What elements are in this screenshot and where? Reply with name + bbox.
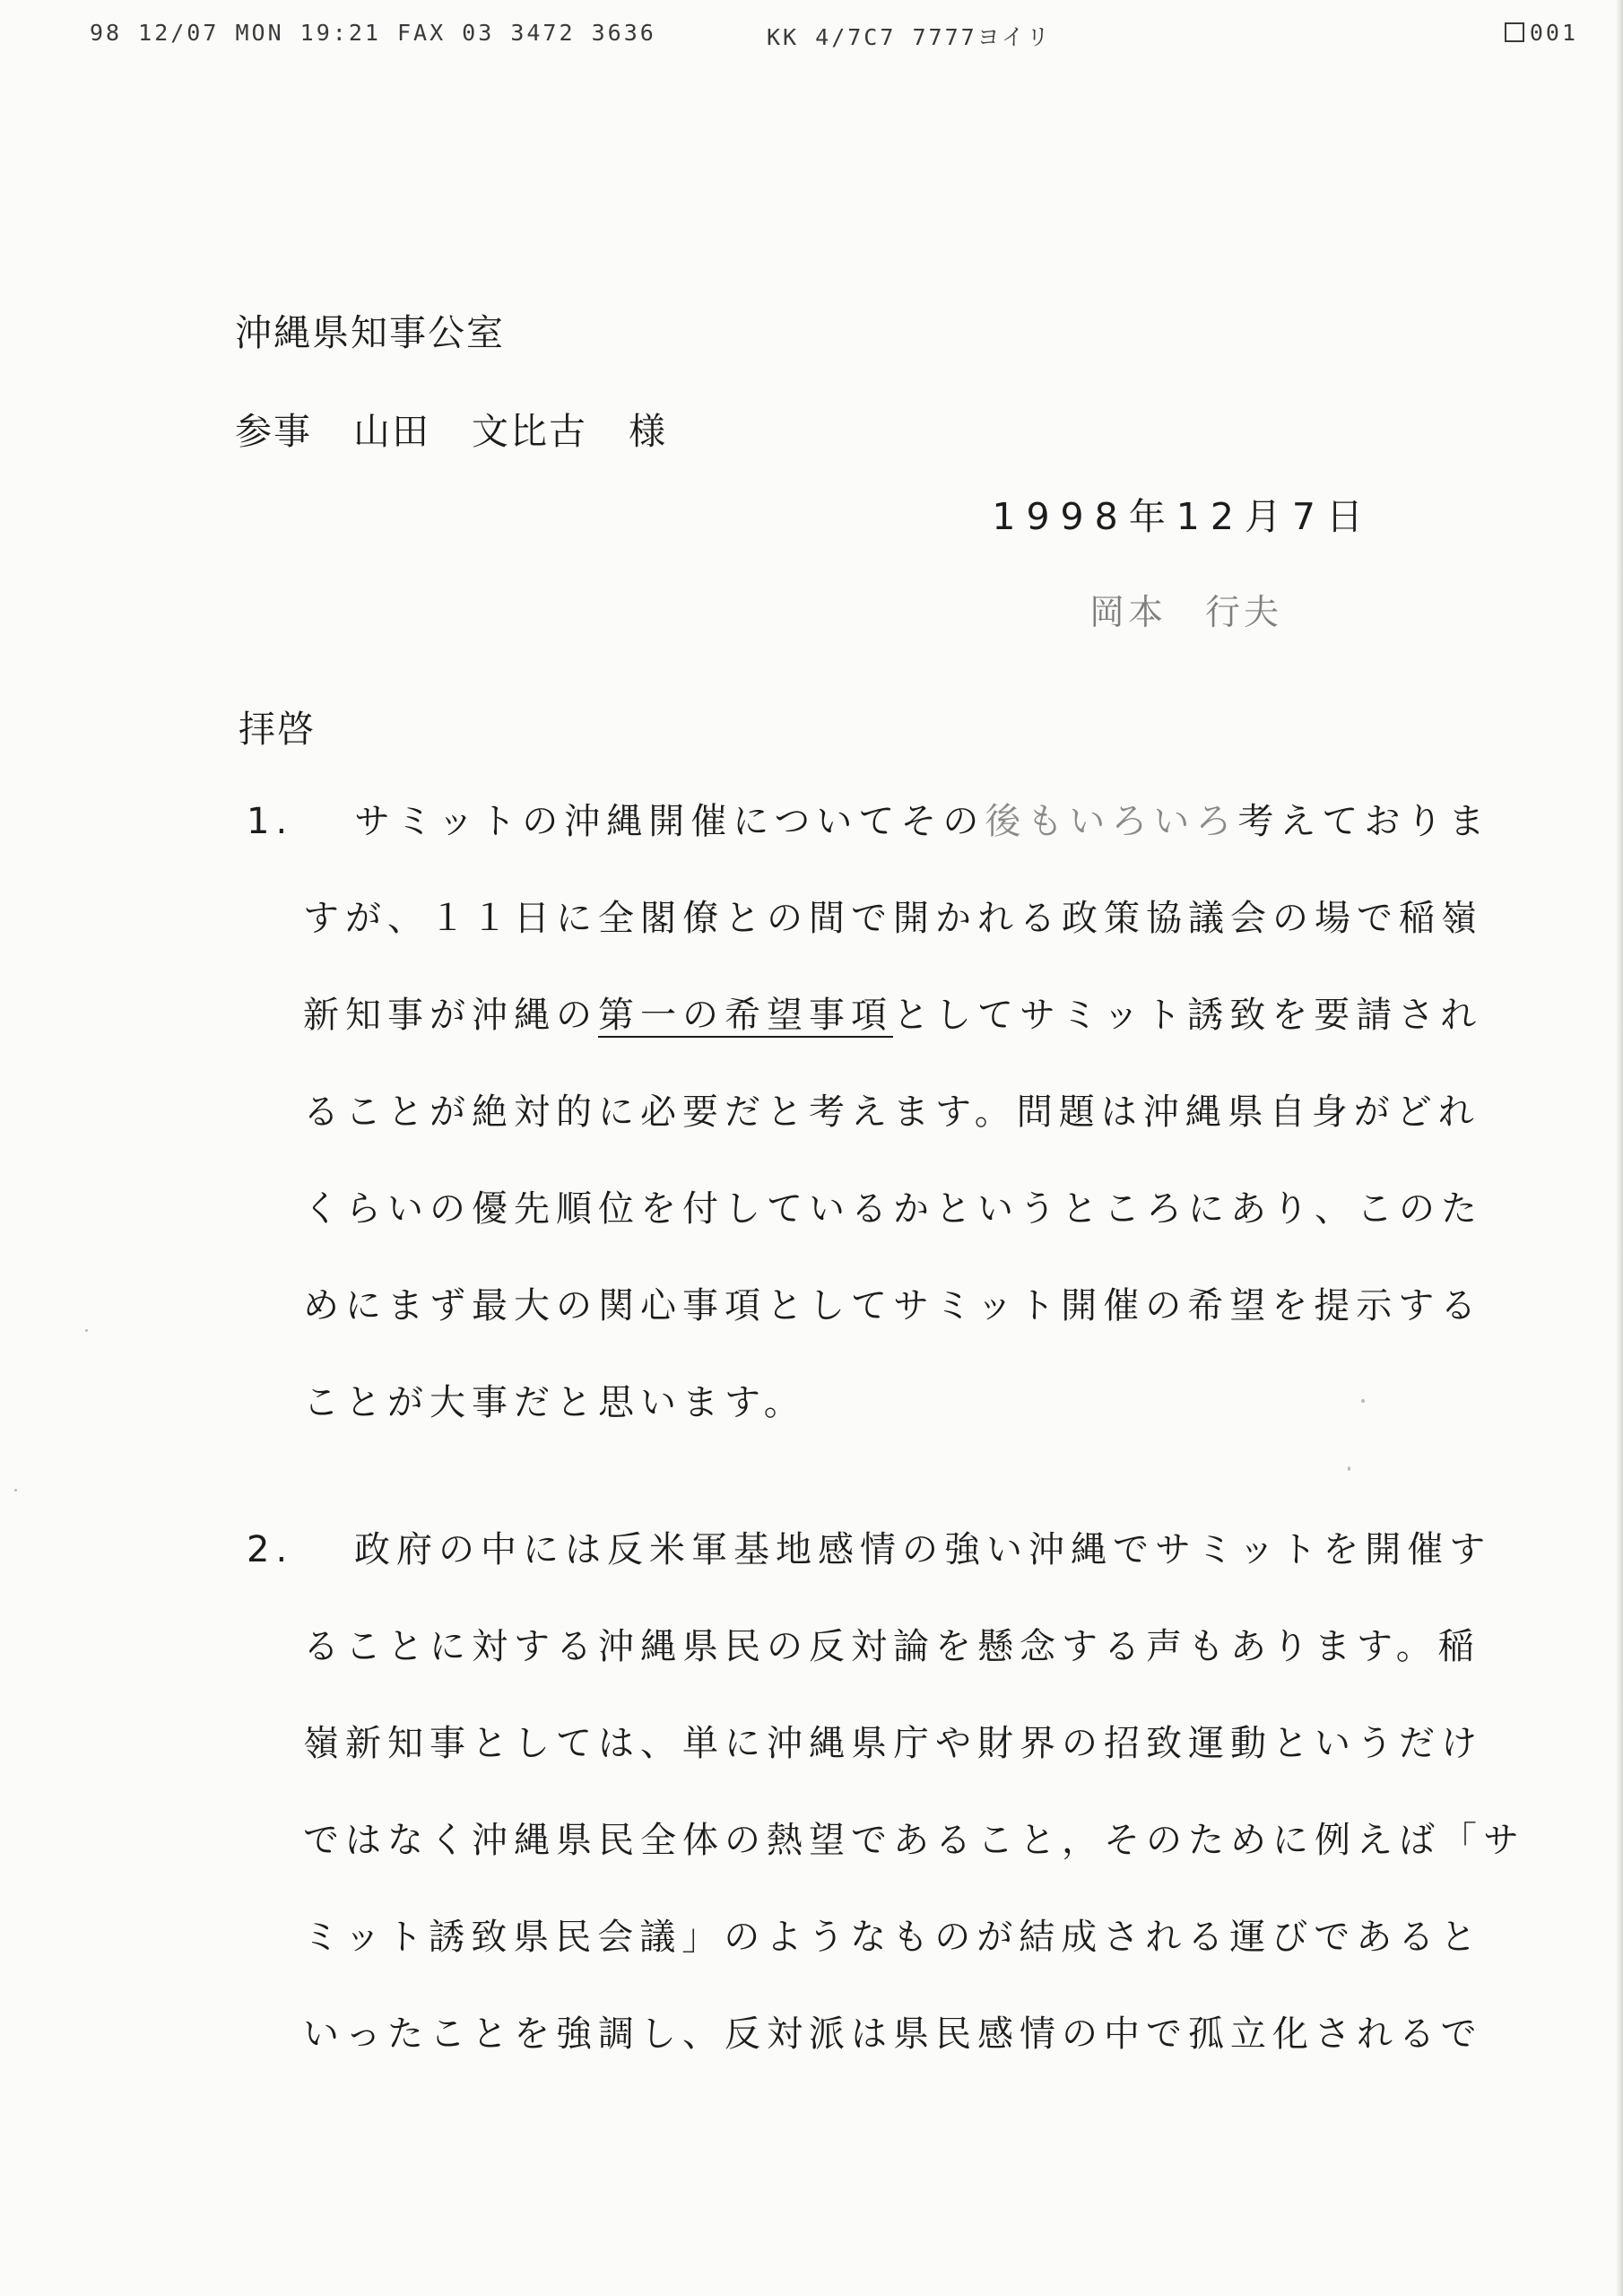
paragraph-number: 1.	[247, 801, 294, 842]
sender-name: 岡本 行夫	[1089, 593, 1283, 633]
paragraph-line: ることに対する沖縄県民の反対論を懸念する声もあります。稲	[303, 1626, 1480, 1667]
paragraph-line: いったことを強調し、反対派は県民感情の中で孤立化されるで	[303, 2013, 1483, 2055]
fax-page-icon	[1505, 22, 1524, 42]
paragraph-2	[247, 1501, 1525, 2083]
scan-speck	[1361, 1399, 1365, 1403]
line-text: 新知事が沖縄の	[303, 995, 598, 1036]
letter-date: 1998年12月7日	[992, 495, 1374, 538]
paragraph-line: 嶺新知事としては、単に沖縄県庁や財界の招致運動というだけ	[303, 1723, 1483, 1764]
paragraph-line: ではなく沖縄県民全体の熱望であること，そのために例えば「サ	[303, 1820, 1525, 1861]
line-text: サミットの沖縄開催についてその	[354, 801, 985, 842]
recipient-family-name: 山田	[353, 410, 430, 453]
recipient-honorific: 様	[629, 410, 667, 453]
recipient-given-name: 文比古	[472, 410, 587, 453]
greeting: 拝啓	[239, 708, 316, 751]
scan-speck	[1348, 1466, 1350, 1471]
paragraph-line: すが、１１日に全閣僚との間で開かれる政策協議会の場で稲嶺	[303, 898, 1483, 939]
paragraph-line: めにまず最大の関心事項としてサミット開催の希望を提示する	[303, 1285, 1483, 1326]
paragraph-line	[247, 773, 1491, 870]
line-text: としてサミット誘致を要請され	[893, 995, 1483, 1036]
faded-text: 後もいろいろ	[985, 801, 1238, 842]
fax-page-number	[1505, 20, 1578, 46]
recipient-line	[235, 402, 667, 455]
fax-page-label: 001	[1529, 20, 1578, 46]
recipient-title: 参事	[235, 410, 312, 453]
recipient-organization: 沖縄県知事公室	[235, 311, 505, 354]
fax-header	[90, 20, 1578, 56]
fax-timestamp: 98 12/07 MON 19:21 FAX 03 3472 3636	[90, 20, 656, 46]
paragraph-line	[247, 1501, 1492, 1598]
paragraph-line: ことが大事だと思います。	[303, 1382, 806, 1423]
fax-sender-code: KK 4/7C7 7777ヨイリ	[767, 24, 1052, 50]
paragraph-1	[247, 773, 1491, 1451]
paragraph-line: ることが絶対的に必要だと考えます。問題は沖縄県自身がどれ	[303, 1091, 1480, 1133]
scan-speck	[14, 1489, 17, 1492]
line-text: 考えておりま	[1237, 801, 1491, 842]
page-edge-shadow	[1616, 0, 1623, 2296]
line-text: 政府の中には反米軍基地感情の強い沖縄でサミットを開催す	[354, 1529, 1492, 1570]
paragraph-line	[247, 967, 1483, 1064]
paragraph-line: くらいの優先順位を付しているかというところにあり、このた	[303, 1188, 1483, 1230]
underlined-text: 第一の希望事項	[598, 995, 893, 1036]
paragraph-line: ミット誘致県民会議」のようなものが結成される運びであると	[303, 1917, 1483, 1958]
paragraph-number: 2.	[247, 1529, 294, 1570]
scan-speck	[85, 1329, 88, 1332]
